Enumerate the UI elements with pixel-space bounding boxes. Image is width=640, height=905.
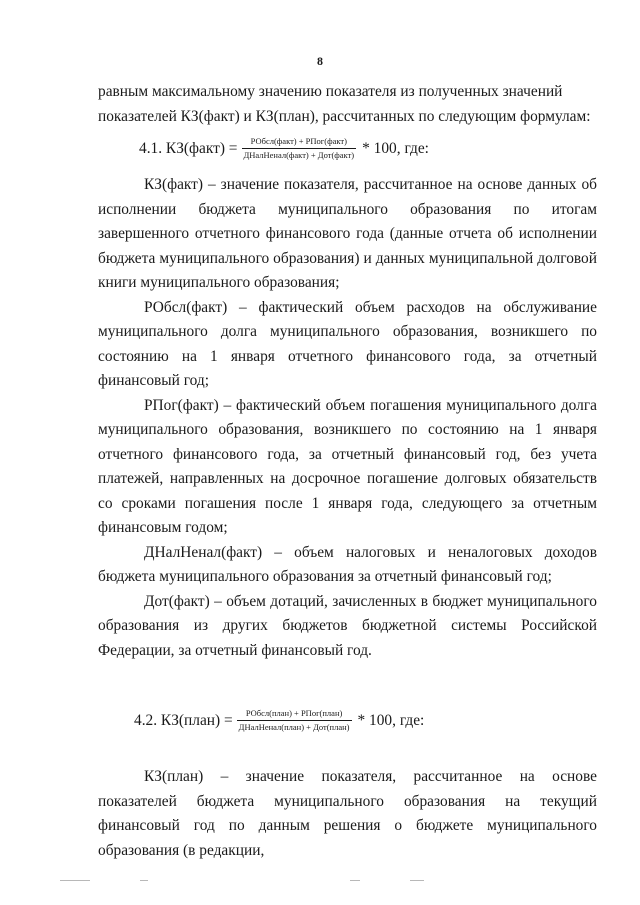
- page-number: 8: [317, 54, 323, 68]
- formula-kz-fact-fraction: [242, 136, 357, 161]
- intro-line-1: равным максимальному значению показателя из полученных значений: [98, 83, 563, 100]
- definition-kz-plan: КЗ(план) – значение показателя, рассчитанное на основе показателей бюджета муниципального образования на текущий финансовый год по данным решения о бюджете муниципального образования (в редакции,: [98, 768, 597, 859]
- formula-kz-plan: [134, 708, 424, 733]
- scan-specks: [0, 880, 640, 890]
- formula-kz-fact-label: 4.1. КЗ(факт) =: [139, 139, 238, 157]
- scan-speck: [410, 880, 424, 881]
- formula-kz-fact-numerator: РОбсл(факт) + РПог(факт): [250, 136, 347, 146]
- formula-kz-plan-denominator: ДНалНенал(план) + Дот(план): [238, 722, 350, 732]
- formula-kz-plan-numerator: РОбсл(план) + РПог(план): [245, 708, 343, 718]
- definition-dot-fact: Дот(факт) – объем дотаций, зачисленных в бюджет муниципального образования из других бюджетов бюджетной системы Российской Федерации, за отчетный финансовый год.: [98, 592, 597, 659]
- definitions-plan: [98, 765, 597, 863]
- formula-kz-plan-suffix: * 100, где:: [357, 711, 425, 729]
- scan-speck: [350, 880, 360, 881]
- definition-dnalnenal-fact: ДНалНенал(факт) – объем налоговых и неналоговых доходов бюджета муниципального образования за отчетный финансовый год;: [98, 543, 597, 585]
- fraction-bar: [237, 720, 352, 721]
- formula-kz-fact-denominator: ДНалНенал(факт) + Дот(факт): [243, 150, 355, 160]
- formula-kz-plan-label: 4.2. КЗ(план) =: [134, 711, 233, 729]
- definition-rpog-fact: РПог(факт) – фактический объем погашения муниципального долга муниципального образования, возникшего по состоянию на 1 января отчетного финансового года, за отчетный финансовый год, без учета платежей, направленных на досрочное погашение долговых обязательств со сроками погашения после 1 января года, следующего за отчетным финансовым годом;: [98, 396, 597, 536]
- formula-kz-fact-suffix: * 100, где:: [362, 139, 429, 157]
- formula-kz-fact: [139, 136, 429, 161]
- scan-speck: [140, 880, 148, 881]
- scan-speck: [60, 880, 90, 881]
- intro-paragraph: [98, 80, 597, 129]
- intro-line-2: показателей КЗ(факт) и КЗ(план), рассчитанных по следующим формулам:: [98, 107, 591, 125]
- definitions-fact: [98, 173, 597, 663]
- formula-kz-plan-fraction: [237, 708, 352, 733]
- definition-robsl-fact: РОбсл(факт) – фактический объем расходов на обслуживание муниципального долга муниципального образования, возникшего по состоянию на 1 января отчетного финансового года, за отчетный финансовый год;: [98, 298, 597, 389]
- fraction-bar: [242, 148, 357, 149]
- definition-kz-fact: КЗ(факт) – значение показателя, рассчитанное на основе данных об исполнении бюджета муниципального образования по итогам завершенного отчетного финансового года (данные отчета об исполнении бюджета муниципального образования) и данных муниципальной долговой книги муниципального образования;: [98, 176, 597, 291]
